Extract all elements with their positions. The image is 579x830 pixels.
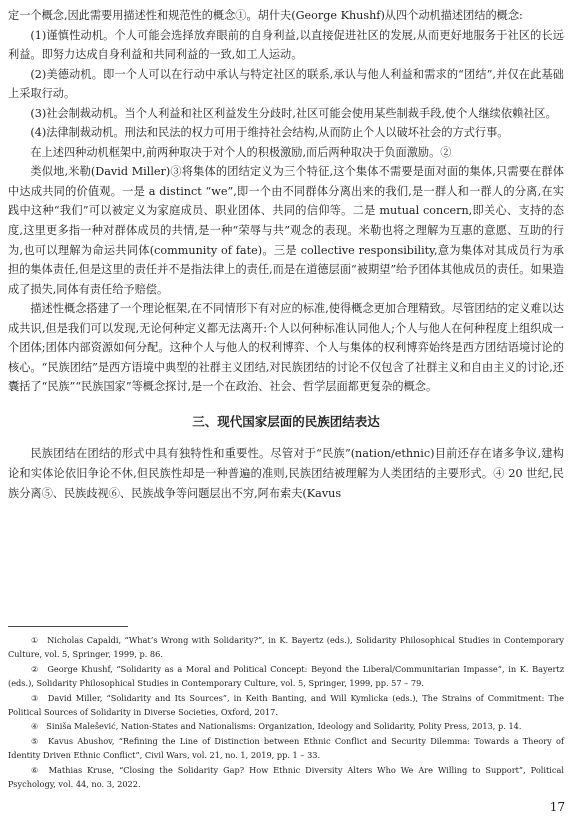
- paragraphs-bottom: [8, 444, 564, 503]
- footnote-number: ②: [30, 663, 40, 674]
- footnotes: [8, 633, 564, 791]
- section-heading: 三、现代国家层面的民族团结表达: [192, 413, 380, 429]
- body-text: [8, 6, 564, 503]
- footnote-divider: [8, 626, 128, 627]
- footnote: [8, 633, 564, 662]
- footnote-number: ⑤: [30, 735, 40, 746]
- page-number: 17: [549, 800, 565, 814]
- footnote: [8, 691, 564, 720]
- footnote-number: ④: [30, 721, 39, 732]
- footnote: [8, 734, 564, 763]
- footnote-number: ①: [30, 635, 40, 645]
- footnote-text: Kavus Abushov, “Refining the Line of Distinction between Ethnic Conflict and Security Dilemma: Towards a Theory of Identity Driven Ethnic Conflict”, Civil Wars, vol. 21, no. 1, 2019, pp. 1 – 33.: [8, 735, 565, 761]
- footnote-text: George Khushf, “Solidarity as a Moral and Political Concept: Beyond the Liberal/Communitarian Impasse”, in K. Bayertz (eds.), Solidarity Philosophical Studies in Contemporary Culture, vol. 5, Springer, 1999, pp. 57 – 79.: [8, 663, 565, 689]
- paragraph: (1)谨慎性动机。个人可能会选择放弃眼前的自身利益,以直接促进社区的发展,从而更好地服务于社区的长远利益。即努力达成自身利益和共同利益的一致,如工人运动。: [8, 28, 564, 62]
- paragraph: 在上述四种动机框架中,前两种取决于对个人的积极激励,而后两种取决于负面激励。②: [30, 145, 452, 159]
- footnote-text: Mathias Kruse, “Closing the Solidarity Gap? How Ethnic Diversity Alters Who We Are Willing to Support”, Political Psychology, vol. 44, no. 3, 2022.: [8, 764, 564, 790]
- footnote: [8, 719, 564, 733]
- paragraphs-top: [8, 6, 564, 397]
- paragraph: 民族团结在团结的形式中具有独特性和重要性。尽管对于“民族”(nation/ethnic)目前还存在诸多争议,建构论和实体论依旧争论不休,但民族性却是一种普遍的准则,民族团结被理解为人类团结的主要形式。④ 20 世纪,民族分离⑤、民族歧视⑥、民族战争等问题层出不穷,阿布索夫(Kavus: [8, 447, 564, 500]
- footnote: [8, 662, 564, 691]
- paragraph: 类似地,米勒(David Miller)③将集体的团结定义为三个特征,这个集体不需要是面对面的集体,只需要在群体中达成共同的价值观。一是 a distinct “we”,即一个由不同群体分离出来的我们,是一群人和一群人的分离,在实践中这种“我们”可以被定义为家庭成员、职业团体、共同的信仰等。二是 mutual concern,即关心、支持的态度,这里更多指一种对群体成员的共情,是一种“荣辱与共”观念的表现。米勒也将之理解为互惠的意愿、互助的行为,也可以理解为命运共同体(community of fate)。三是 collective responsibility,意为集体对其成员行为承担的集体责任,但是这里的责任并不是指法律上的责任,而是在道德层面“被期望”给予团体其他成员的责任。如果造成了损失,同体有责任给予赔偿。: [8, 165, 564, 296]
- paragraph: (4)法律制裁动机。刑法和民法的权力可用于维持社会结构,从而防止个人以破坏社会的方式行事。: [30, 126, 509, 140]
- paragraph: 定一个概念,因此需要用描述性和规范性的概念①。胡什夫(George Khushf)从四个动机描述团结的概念:: [8, 9, 523, 22]
- paragraph: (2)美德动机。即一个人可以在行动中承认与特定社区的联系,承认与他人利益和需求的“团结”,并仅在此基础上采取行动。: [8, 67, 564, 101]
- footnote: [8, 763, 564, 792]
- footnote-text: David Miller, “Solidarity and Its Sources”, in Keith Banting, and Will Kymlicka (eds.), The Strains of Commitment: The Political Sources of Solidarity in Diverse Societies, Oxford, 2017.: [8, 692, 564, 718]
- footnote-text: Siniša Malešević, Nation-States and Nationalisms: Organization, Ideology and Solidarity, Polity Press, 2013, p. 14.: [46, 721, 522, 732]
- paragraph: (3)社会制裁动机。当个人利益和社区利益发生分歧时,社区可能会使用某些制裁手段,使个人继续依赖社区。: [30, 106, 557, 120]
- footnote-number: ⑥: [30, 764, 41, 775]
- footnote-number: ③: [30, 692, 40, 703]
- paragraph: 描述性概念搭建了一个理论框架,在不同情形下有对应的标准,使得概念更加合理精致。尽管团结的定义难以达成共识,但是我们可以发现,无论何种定义都无法离开:个人以何种标准认同他人;个人与他人在何种程度上组织成一个团体;团体内部资源如何分配。这种个人与他人的权利博弈、个人与集体的权利博弈始终是西方团结语境讨论的核心。“民族团结”是西方语境中典型的社群主义团结,对民族团结的讨论不仅包含了社群主义和自由主义的讨论,还囊括了“民族”“民族国家”等概念探讨,是一个在政治、社会、哲学层面都更复杂的概念。: [8, 302, 564, 394]
- footnote-text: Nicholas Capaldi, “What’s Wrong with Solidarity?”, in K. Bayertz (eds.), Solidarity Philosophical Studies in Contemporary Culture, vol. 5, Springer, 1999, p. 86.: [8, 635, 565, 660]
